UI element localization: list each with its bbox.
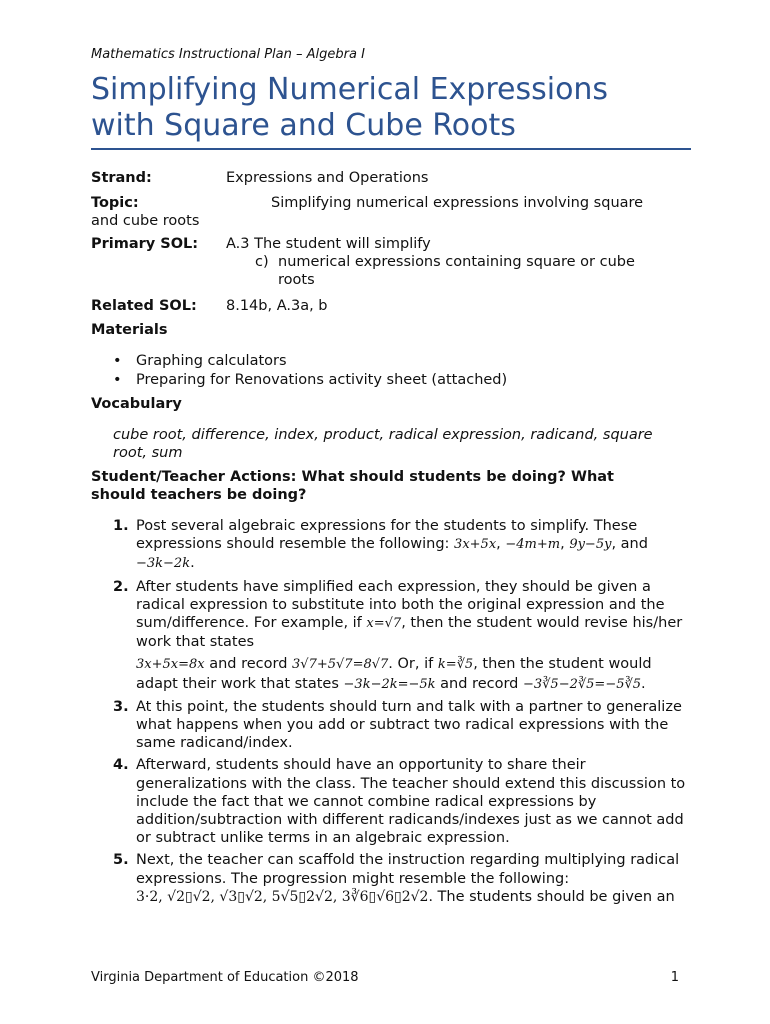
step-number: 5. [113,852,129,869]
step-1 [91,517,691,574]
materials-item: • Preparing for Renovations activity sheet (attached) [91,371,691,390]
step-2 [91,578,691,694]
footer-text: Virginia Department of Education ©2018 [91,970,359,985]
step-text: and record [435,675,523,692]
title-line-2: with Square and Cube Roots [91,108,516,143]
step-text: After students have simplified each expression, they should be given a radical expression to substitute into both the original expression and the sum/difference. For example, if [136,578,665,632]
step-2-continued [136,655,691,693]
materials-heading: Materials [91,322,168,338]
materials-item: • Graphing calculators [91,352,691,371]
topic-row [91,194,691,230]
math-expression: 3·2, √2▯√2, √3▯√2, 5√5▯2√2, 3∛6▯√6▯2√2. [136,888,433,905]
strand-row [91,169,691,187]
steps-list [91,517,691,910]
math-expression: −3k−2k=−5k [343,676,436,692]
topic-value-cont: and cube roots [91,213,200,229]
math-expression: −3∛5−2∛5=−5∛5 [522,676,642,692]
strand-label: Strand: [91,170,152,186]
step-text: , then the student would adapt their work that states [136,656,652,692]
primary-sol-label: Primary SOL: [91,236,199,252]
primary-sol-sub-text1: numerical expressions containing square or cube [278,254,635,270]
page-footer [91,970,691,985]
step-text: . [641,675,646,692]
vocabulary-text: cube root, difference, index, product, radical expression, radicand, square root, sum [113,427,653,461]
step-text: , then the student would revise his/her work that states [136,615,683,651]
math-expression: 3x+5x [454,537,497,553]
actions-heading: Student/Teacher Actions: What should students be doing? What should teachers be doing? [91,469,614,503]
step-3 [91,698,691,753]
page-title [91,72,711,144]
math-expression: 3x+5x=8x [136,657,205,673]
math-expression: 3√7+5√7=8√7 [292,657,389,673]
related-sol-row [91,297,691,315]
step-text: At this point, the students should turn and talk with a partner to generalize what happens when you add or subtract two radical expressions with the same radicand/index. [136,698,682,752]
running-header: Mathematics Instructional Plan – Algebra I [91,47,365,62]
step-4 [91,756,691,847]
step-text: . [190,555,195,572]
primary-sol-value: A.3 The student will simplify [226,236,431,252]
math-expression: x=√7 [366,616,402,632]
step-text: , and [611,536,648,553]
step-text: Post several algebraic expressions for the students to simplify. These expressions should resemble the following: [136,518,638,553]
title-rule [91,148,691,150]
materials-list [91,352,691,390]
primary-sol-sub-marker: c) [255,254,269,270]
primary-sol-sub-text2: roots [278,272,315,288]
math-expression: k=∛5 [437,657,474,673]
step-text: The students should be given an [432,888,675,905]
step-text: , [560,536,570,553]
primary-sol-row [91,235,691,289]
primary-sol-sub [91,253,691,289]
related-sol-value: 8.14b, A.3a, b [226,298,328,314]
step-text: and record [204,656,293,673]
page-number: 1 [670,970,679,985]
step-5 [91,851,691,906]
vocabulary-heading: Vocabulary [91,396,182,412]
math-expression: −3k−2k [136,556,191,572]
step-number: 1. [113,518,129,534]
step-number: 4. [113,757,129,774]
step-number: 3. [113,698,129,715]
strand-value: Expressions and Operations [226,170,429,186]
step-text: . Or, if [388,656,438,673]
math-expression: −4m+m [505,537,561,553]
step-text: Next, the teacher can scaffold the instruction regarding multiplying radical expressions. The progression might resemble the following: [136,852,680,887]
related-sol-label: Related SOL: [91,298,197,314]
step-number: 2. [113,578,129,595]
step-text: , [496,536,506,553]
title-line-1: Simplifying Numerical Expressions [91,72,609,107]
math-expression: 9y−5y [569,537,612,553]
topic-label: Topic: [91,195,139,211]
topic-value: Simplifying numerical expressions involving square [271,195,644,211]
step-text: Afterward, students should have an opportunity to share their generalizations with the class. The teacher should extend this discussion to include the fact that we cannot combine radical expressions by addition/subtraction with different radicands/indexes just as we cannot add or subtract unlike terms in an algebraic expression. [136,757,686,847]
